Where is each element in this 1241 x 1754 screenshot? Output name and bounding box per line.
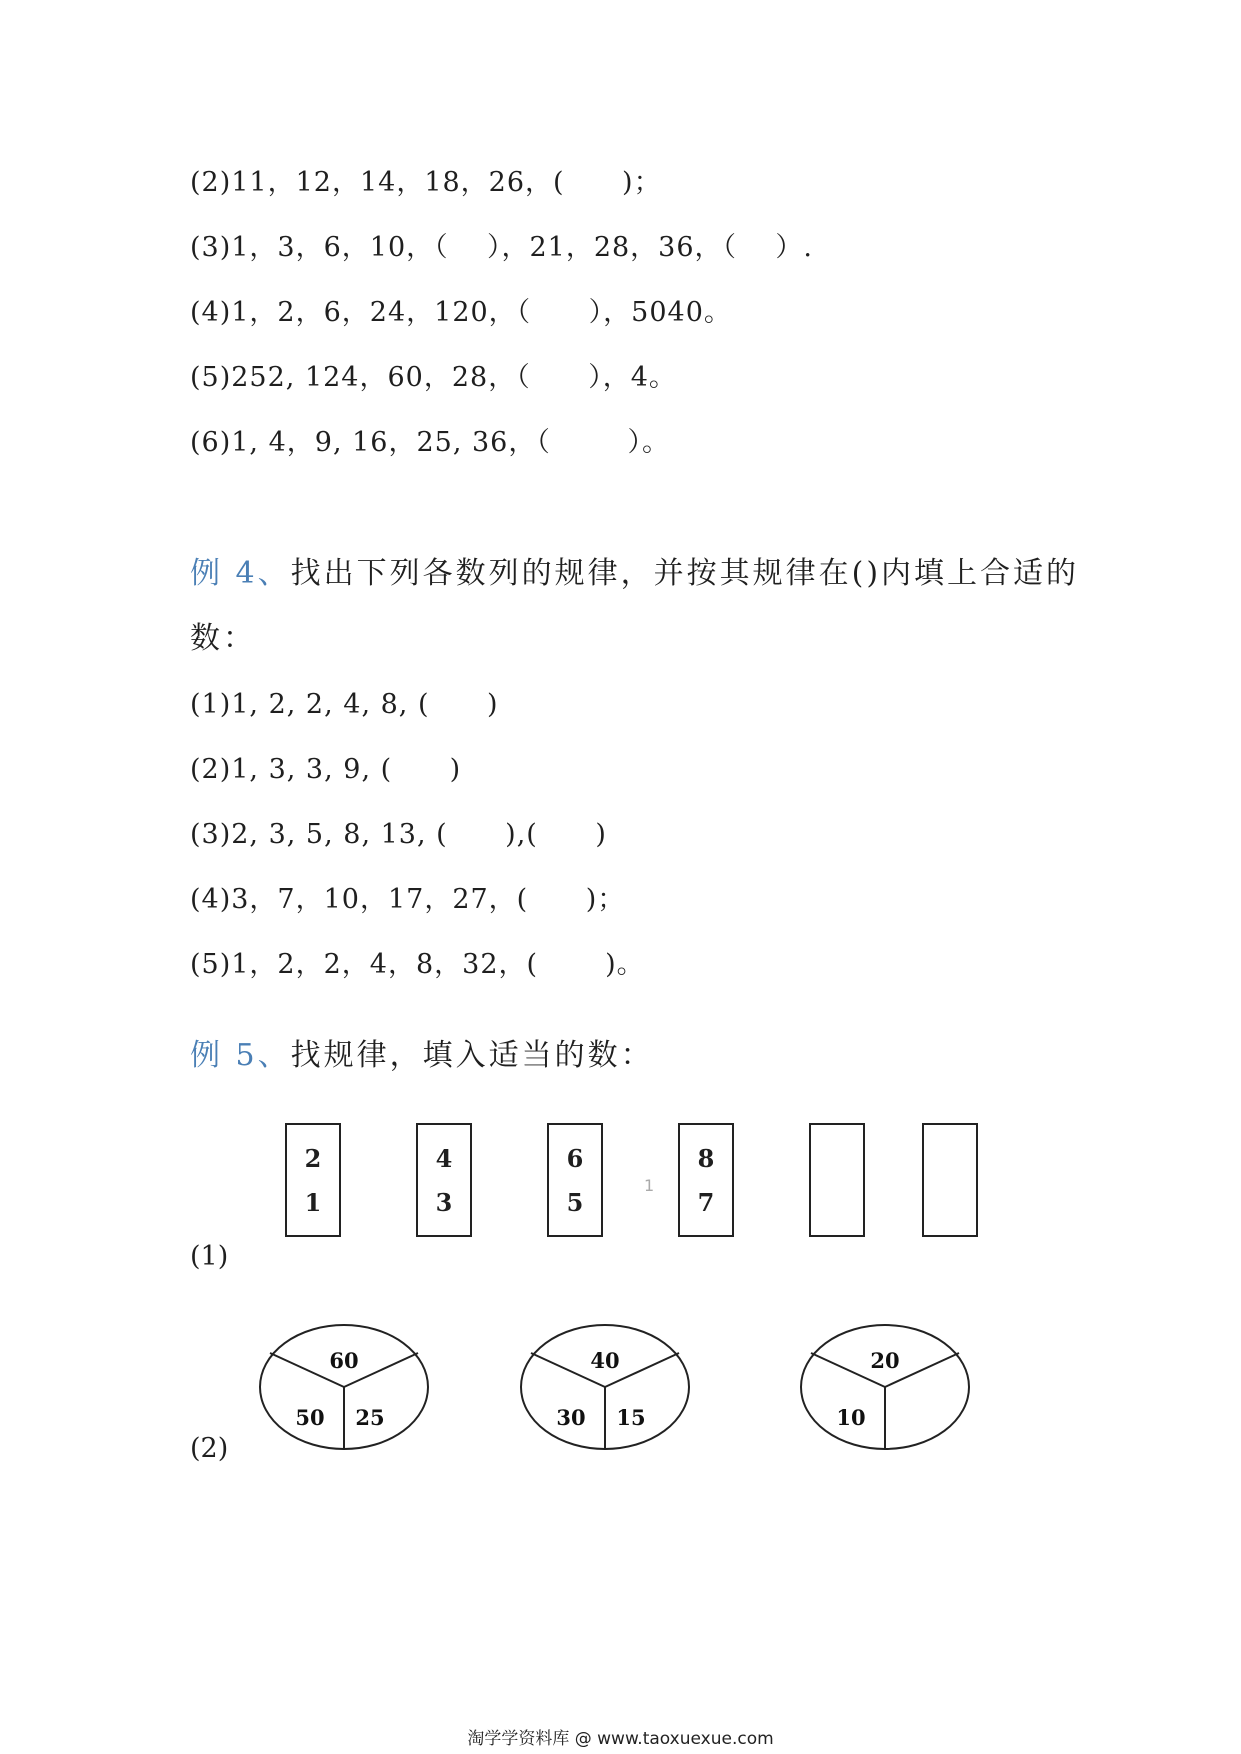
stray-mark: 1 bbox=[644, 1176, 655, 1195]
sequence-item-2: (2)11，12，14，18，26，( )； bbox=[190, 167, 662, 198]
number-card-top: 6 bbox=[566, 1144, 584, 1173]
sequence-item-6: (6)1, 4，9, 16，25, 36，（ ）。 bbox=[190, 427, 671, 458]
number-card bbox=[678, 1123, 734, 1237]
example5-heading bbox=[190, 1039, 654, 1073]
number-card-top: 2 bbox=[304, 1144, 322, 1173]
divided-circle bbox=[258, 1323, 430, 1451]
example4-item-2: (2)1, 3, 3, 9, ( ) bbox=[190, 754, 462, 785]
circle-top-value: 40 bbox=[590, 1348, 620, 1373]
divided-circle bbox=[799, 1323, 971, 1451]
circle-right-value: 25 bbox=[355, 1405, 385, 1430]
part2-label: (2) bbox=[190, 1433, 229, 1464]
empty-card bbox=[922, 1123, 978, 1237]
example4-item-5: (5)1，2，2，4，8，32，( )。 bbox=[190, 949, 645, 980]
example4-item-4: (4)3，7，10，17，27，( )； bbox=[190, 884, 626, 915]
circle-right-value: 15 bbox=[616, 1405, 646, 1430]
number-card-top: 8 bbox=[697, 1144, 715, 1173]
example5-label: 例 5、 bbox=[190, 1038, 291, 1073]
sequence-item-5: (5)252, 124，60，28，（ ），4。 bbox=[190, 362, 677, 393]
example4-label: 例 4、 bbox=[190, 556, 291, 591]
circle-left-value: 50 bbox=[295, 1405, 325, 1430]
footer-watermark: 淘学学资料库 @ www.taoxuexue.com bbox=[467, 1729, 774, 1749]
divided-circle bbox=[519, 1323, 691, 1451]
number-card-bottom: 1 bbox=[304, 1188, 322, 1217]
example4-item-1: (1)1, 2, 2, 4, 8, ( ) bbox=[190, 689, 499, 720]
sequence-item-4: (4)1，2，6，24，120，（ ），5040。 bbox=[190, 297, 732, 328]
number-card-bottom: 7 bbox=[697, 1188, 715, 1217]
circle-top-value: 60 bbox=[329, 1348, 359, 1373]
number-card-bottom: 5 bbox=[566, 1188, 584, 1217]
sequence-item-3: (3)1，3，6，10，（ ），21，28，36，（ ）. bbox=[190, 232, 813, 263]
circle-left-value: 30 bbox=[556, 1405, 586, 1430]
number-card bbox=[547, 1123, 603, 1237]
example5-text: 找规律，填入适当的数： bbox=[290, 1038, 654, 1073]
example4-text: 找出下列各数列的规律，并按其规律在()内填上合适的 bbox=[290, 556, 1080, 591]
number-card-bottom: 3 bbox=[435, 1188, 453, 1217]
number-card-top: 4 bbox=[435, 1144, 453, 1173]
example4-heading bbox=[190, 557, 1079, 591]
example4-heading-cont: 数： bbox=[190, 621, 256, 656]
circle-left-value: 10 bbox=[836, 1405, 866, 1430]
number-card bbox=[416, 1123, 472, 1237]
example4-item-3: (3)2, 3, 5, 8, 13, ( ),( ) bbox=[190, 819, 607, 850]
circle-top-value: 20 bbox=[870, 1348, 900, 1373]
number-card bbox=[285, 1123, 341, 1237]
empty-card bbox=[809, 1123, 865, 1237]
part1-label: (1) bbox=[190, 1241, 229, 1272]
